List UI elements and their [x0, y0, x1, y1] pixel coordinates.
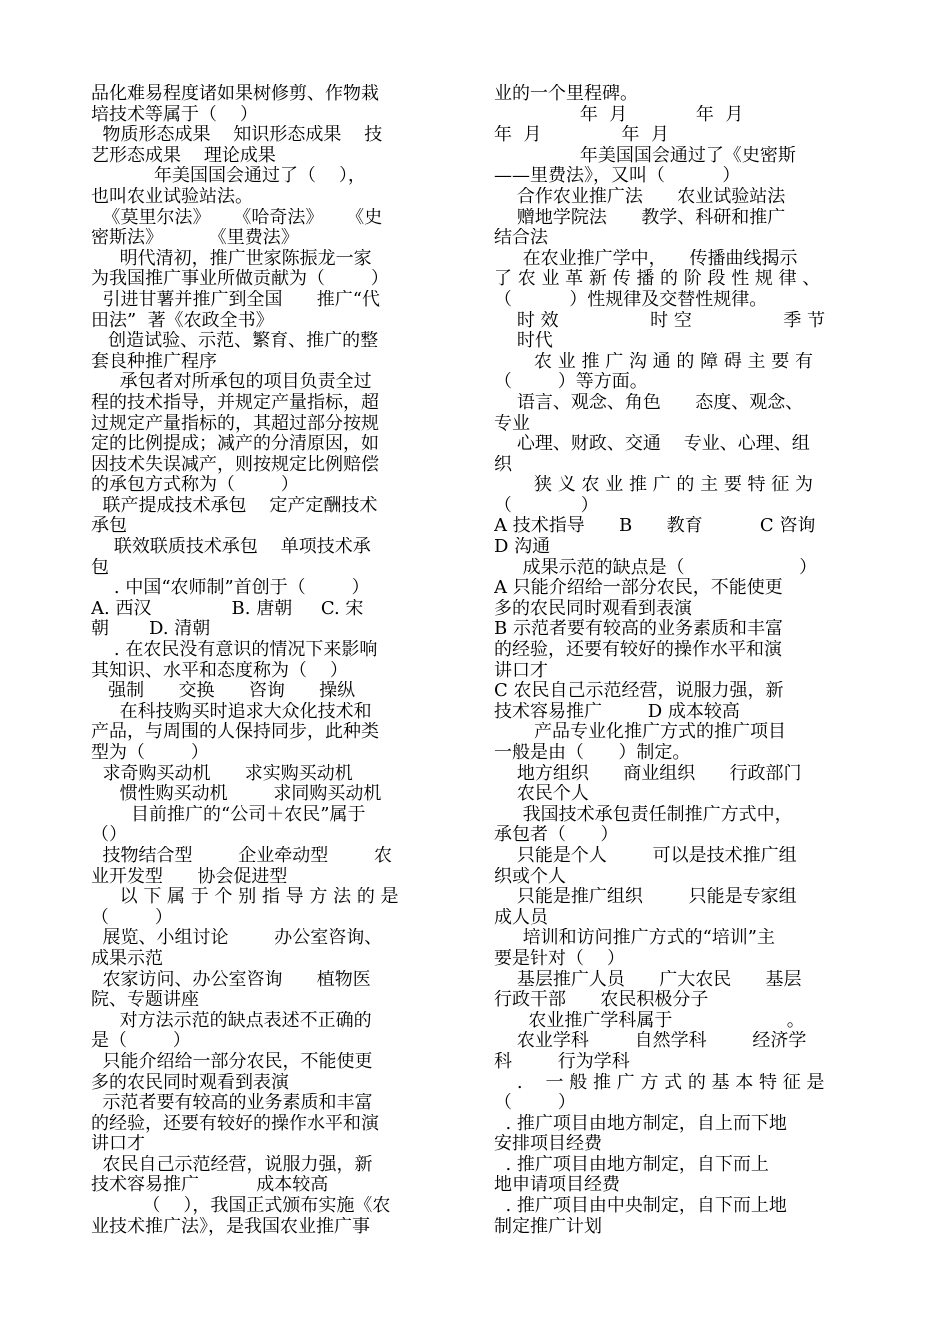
left-column-text-line: 的承包方式称为（ ） — [91, 475, 299, 496]
left-column-text-line: 联效联质技术承包 单项技术承 — [91, 537, 371, 558]
right-column-text-line: 农业推广学科属于 。 — [494, 1010, 805, 1031]
right-column-text-line: 织 — [494, 454, 512, 475]
left-column-text-line: 引进甘薯并推广到全国 推广“代 — [91, 289, 380, 310]
right-column-text-line: 心理、财政、交通 专业、心理、组 — [494, 434, 810, 455]
right-column-text-line: 时代 — [494, 331, 553, 352]
right-column-text-line: A 只能介绍给一部分农民，不能使更 — [494, 578, 783, 599]
right-column-text-line: 我国技术承包责任制推广方式中， — [494, 804, 793, 825]
right-column-text-line: 成人员 — [494, 907, 548, 928]
left-column-text-line: 程的技术指导，并规定产量指标，超 — [91, 392, 379, 413]
left-column-text-line: 也叫农业试验站法。 — [91, 186, 253, 207]
right-column-text-line: 多的农民同时观看到表演 — [494, 598, 692, 619]
left-column-text-line: 密斯法》 《里费法》 — [91, 228, 299, 249]
left-column-text-line: 因技术失误减产，则按规定比例赔偿 — [91, 454, 379, 475]
left-column-text-line: 联产提成技术承包 定产定酬技术 — [91, 495, 378, 516]
right-column-text-line: 要是针对（ ） — [494, 948, 625, 969]
right-column-text-line: 专业 — [494, 413, 530, 434]
right-column-text-line: A 技术指导 B 教育 C 咨询 — [494, 516, 816, 537]
right-column-text-line: 了 农 业 革 新 传 播 的 阶 段 性 规 律 、 — [494, 269, 821, 290]
right-column-text-line: 赠地学院法 教学、科研和推广 — [494, 207, 786, 228]
right-column-text-line: 技术容易推广 D 成本较高 — [494, 701, 740, 722]
left-column-text-line: 年美国国会通过了（ ）， — [91, 166, 366, 187]
left-column-text-line: 示范者要有较高的业务素质和丰富 — [91, 1093, 373, 1114]
left-column-text-line: 承包者对所承包的项目负责全过 — [91, 372, 372, 393]
left-column-text-line: （ ） — [91, 907, 173, 928]
left-column-text-line: 惯性购买动机 求同购买动机 — [91, 784, 382, 805]
right-column-text-line: 地方组织 商业组织 行政部门 — [494, 763, 802, 784]
right-column-text-line: 产品专业化推广方式的推广项目 — [494, 722, 787, 743]
right-column-text-line: 农 业 推 广 沟 通 的 障 碍 主 要 有 — [494, 351, 813, 372]
left-column-text-line: 在科技购买时追求大众化技术和 — [91, 701, 372, 722]
left-column-text-line: 朝 D. 清朝 — [91, 619, 211, 640]
left-column-text-line: 讲口才 — [91, 1134, 145, 1155]
left-column — [91, 84, 463, 1237]
left-column-text-line: 承包 — [91, 516, 127, 537]
right-column-text-line: 业的一个里程碑。 — [494, 84, 638, 104]
right-column-text-line: B 示范者要有较高的业务素质和丰富 — [494, 619, 783, 640]
left-column-text-line: . 在农民没有意识的情况下来影响 — [91, 640, 378, 661]
right-column-text-line: （ ）性规律及交替性规律。 — [494, 289, 768, 310]
left-column-text-line: 其知识、水平和态度称为（ ） — [91, 660, 348, 681]
left-column-text-line: 套良种推广程序 — [91, 351, 217, 372]
right-column-text-line: 农业学科 自然学科 经济学 — [494, 1031, 807, 1052]
left-column-text-line: 品化难易程度诸如果树修剪、作物栽 — [91, 84, 379, 104]
right-column-text-line: 只能是个人 可以是技术推广组 — [494, 845, 797, 866]
right-column-text-line: D 沟通 — [494, 537, 551, 558]
left-column-text-line: 定的比例提成；减产的分清原因，如 — [91, 434, 379, 455]
left-column-text-line: 院、专题讲座 — [91, 990, 199, 1011]
left-column-text-line: 是（ ） — [91, 1031, 191, 1052]
left-column-text-line: 对方法示范的缺点表述不正确的 — [91, 1010, 372, 1031]
left-column-text-line: 培技术等属于（ ） — [91, 104, 258, 125]
right-column — [494, 84, 866, 1237]
left-column-text-line: （） — [91, 825, 127, 846]
left-column-text-line: 目前推广的“公司＋农民”属于 — [91, 804, 366, 825]
left-column-text-line: 成果示范 — [91, 948, 163, 969]
right-column-text-line: 讲口才 — [494, 660, 548, 681]
left-column-text-line: 包 — [91, 557, 109, 578]
right-column-text-line: 农民个人 — [494, 784, 589, 805]
left-column-text-line: 只能介绍给一部分农民，不能使更 — [91, 1051, 373, 1072]
left-column-text-line: 过规定产量指标的，其超过部分按规 — [91, 413, 379, 434]
left-column-text-line: 技术容易推广 成本较高 — [91, 1175, 329, 1196]
left-column-text-line: 《莫里尔法》 《哈奇法》 《史 — [91, 207, 383, 228]
right-column-text-line: 地申请项目经费 — [494, 1175, 620, 1196]
right-column-text-line: ——里费法》，又叫（ ） — [494, 166, 741, 187]
left-column-text-line: 的经验，还要有较好的操作水平和演 — [91, 1113, 379, 1134]
right-column-text-line: . 一 般 推 广 方 式 的 基 本 特 征 是 — [494, 1072, 825, 1093]
right-column-text-line: 年美国国会通过了《史密斯 — [494, 145, 796, 166]
right-column-text-line: 时 效 时 空 季 节 — [494, 310, 826, 331]
left-column-text-line: 业技术推广法》，是我国农业推广事 — [91, 1216, 370, 1237]
right-column-text-line: 结合法 — [494, 228, 548, 249]
left-column-text-line: A. 西汉 B. 唐朝 C. 宋 — [91, 598, 364, 619]
left-column-text-line: 明代清初，推广世家陈振龙一家 — [91, 248, 372, 269]
left-column-text-line: （ ），我国正式颁布实施《农 — [91, 1196, 391, 1217]
left-column-text-line: 产品，与周围的人保持同步，此种类 — [91, 722, 379, 743]
right-column-text-line: 年 月 年 月 — [494, 125, 669, 146]
right-column-text-line: 只能是推广组织 只能是专家组 — [494, 887, 797, 908]
right-column-text-line: . 推广项目由地方制定，自上而下地 — [494, 1113, 787, 1134]
left-column-text-line: 求奇购买动机 求实购买动机 — [91, 763, 353, 784]
right-column-text-line: 科 行为学科 — [494, 1051, 630, 1072]
right-column-text-line: 在农业推广学中， 传播曲线揭示 — [494, 248, 798, 269]
left-column-text-line: . 中国“农师制”首创于（ ） — [91, 578, 370, 599]
left-column-text-line: 农家访问、办公室咨询 植物医 — [91, 969, 371, 990]
right-column-text-line: C 农民自己示范经营，说服力强，新 — [494, 681, 784, 702]
left-column-text-line: 多的农民同时观看到表演 — [91, 1072, 289, 1093]
left-column-text-line: 农民自己示范经营，说服力强，新 — [91, 1154, 373, 1175]
right-column-text-line: 承包者（ ） — [494, 825, 619, 846]
right-column-text-line: 织或个人 — [494, 866, 566, 887]
right-column-text-line: 成果示范的缺点是（ ） — [494, 557, 818, 578]
right-column-text-line: . 推广项目由中央制定，自下而上地 — [494, 1196, 787, 1217]
left-column-text-line: 展览、小组讨论 办公室咨询、 — [91, 928, 383, 949]
right-column-text-line: 一般是由（ ）制定。 — [494, 743, 691, 763]
right-column-text-line: 语言、观念、角色 态度、观念、 — [494, 392, 804, 413]
right-column-text-line: 安排项目经费 — [494, 1134, 602, 1155]
right-column-text-line: . 推广项目由地方制定，自下而上 — [494, 1154, 769, 1175]
right-column-text-line: 合作农业推广法 农业试验站法 — [494, 186, 786, 207]
right-column-text-line: 培训和访问推广方式的“培训”主 — [494, 928, 776, 949]
right-column-text-line: （ ）等方面。 — [494, 372, 648, 393]
left-column-text-line: 以 下 属 于 个 别 指 导 方 法 的 是 — [91, 887, 399, 908]
right-column-text-line: 年 月 年 月 — [494, 104, 744, 125]
left-column-text-line: 艺形态成果 理论成果 — [91, 145, 276, 166]
right-column-text-line: （ ） — [494, 1093, 576, 1114]
left-column-text-line: 技物结合型 企业牵动型 农 — [91, 845, 392, 866]
right-column-text-line: 行政干部 农民积极分子 — [494, 990, 709, 1011]
left-column-text-line: 田法” 著《农政全书》 — [91, 310, 274, 331]
left-column-text-line: 业开发型 协会促进型 — [91, 866, 288, 887]
left-column-text-line: 物质形态成果 知识形态成果 技 — [91, 125, 383, 146]
left-column-text-line: 型为（ ） — [91, 743, 209, 763]
left-column-text-line: 为我国推广事业所做贡献为（ ） — [91, 269, 389, 290]
left-column-text-line: 创造试验、示范、繁育、推广的整 — [91, 331, 379, 352]
right-column-text-line: （ ） — [494, 495, 599, 516]
right-column-text-line: 基层推广人员 广大农民 基层 — [494, 969, 802, 990]
right-column-text-line: 的经验，还要有较好的操作水平和演 — [494, 640, 782, 661]
right-column-text-line: 制定推广计划 — [494, 1216, 602, 1237]
right-column-text-line: 狭 义 农 业 推 广 的 主 要 特 征 为 — [494, 475, 813, 496]
left-column-text-line: 强制 交换 咨询 操纵 — [91, 681, 356, 702]
